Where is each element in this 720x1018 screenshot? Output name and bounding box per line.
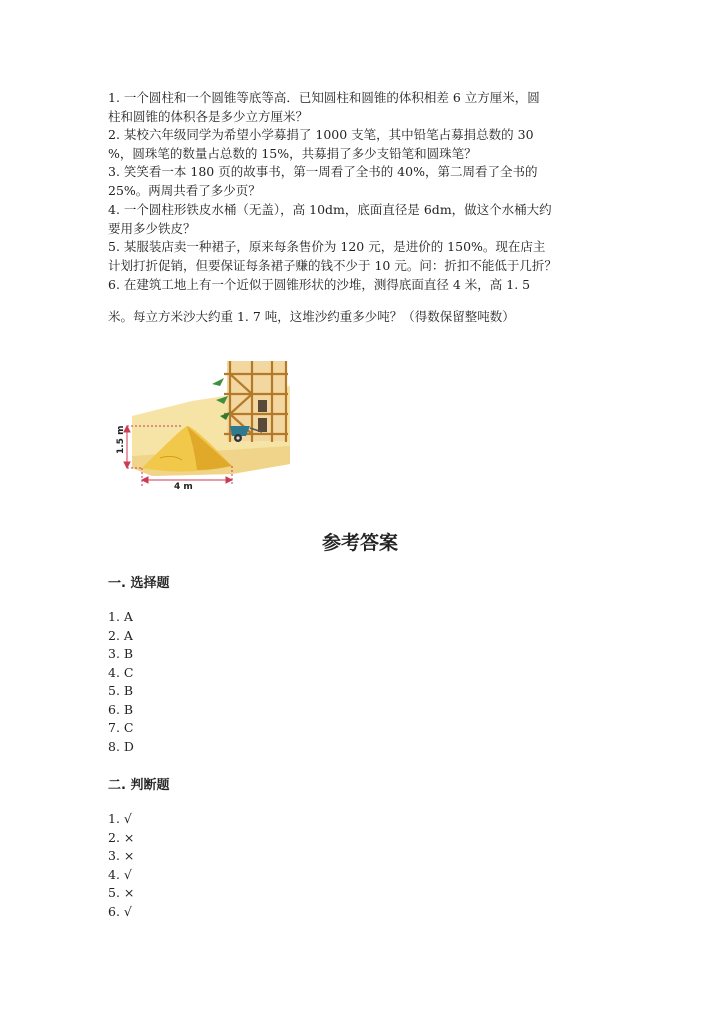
question-line: 3. 笑笑看一本 180 页的故事书，第一周看了全书的 40%，第二周看了全书的 xyxy=(108,164,538,179)
answer-item: 2. A xyxy=(108,627,133,643)
answer-item: 6. B xyxy=(108,701,134,717)
question-line: 计划打折促销，但要保证每条裙子赚的钱不少于 10 元。问：折扣不能低于几折？ xyxy=(108,257,557,273)
question-line: 要用多少铁皮？ xyxy=(108,220,196,236)
answer-item: 5. B xyxy=(108,683,134,698)
question-line: %，圆珠笔的数量占总数的 15%，共募捐了多少支铅笔和圆珠笔？ xyxy=(108,145,477,161)
answer-item: 6. √ xyxy=(108,903,132,919)
answer-item: 4. C xyxy=(108,664,134,680)
question-line: 柱和圆锥的体积各是多少立方厘米？ xyxy=(108,108,309,124)
question-line: 2. 某校六年级同学为希望小学募捐了 1000 支笔，其中铅笔占募捐总数的 30 xyxy=(108,127,534,142)
section-title-choice: 一. 选择题 xyxy=(108,576,170,591)
answer-item: 5. × xyxy=(108,885,135,900)
height-label: 1.5 m xyxy=(116,425,126,454)
answer-item: 8. D xyxy=(108,738,134,754)
answer-item: 3. B xyxy=(108,646,134,661)
answer-item: 2. × xyxy=(108,829,135,845)
section-title-judgement: 二. 判断题 xyxy=(108,778,170,793)
sand-pile-illustration xyxy=(112,356,292,491)
question-line: 5. 某服装店卖一种裙子，原来每条售价为 120 元，是进价的 150%。现在店主 xyxy=(108,239,546,254)
question-line: 6. 在建筑工地上有一个近似于圆锥形状的沙堆，测得底面直径 4 米，高 1. 5 xyxy=(108,277,531,292)
diameter-label: 4 m xyxy=(174,482,193,491)
answer-item: 1. √ xyxy=(108,811,132,826)
question-line: 米。每立方米沙大约重 1. 7 吨，这堆沙约重多少吨？（得数保留整吨数） xyxy=(108,309,515,324)
answer-item: 3. × xyxy=(108,848,135,863)
answer-item: 1. A xyxy=(108,609,133,624)
question-line: 4. 一个圆柱形铁皮水桶（无盖），高 10dm，底面直径是 6dm，做这个水桶大约 xyxy=(108,202,552,217)
answer-item: 7. C xyxy=(108,720,134,735)
question-line: 1. 一个圆柱和一个圆锥等底等高．已知圆柱和圆锥的体积相差 6 立方厘米，圆 xyxy=(108,90,540,105)
question-line: 25%。两周共看了多少页？ xyxy=(108,182,261,198)
answers-title: 参考答案 xyxy=(321,532,398,554)
answer-item: 4. √ xyxy=(108,866,132,882)
